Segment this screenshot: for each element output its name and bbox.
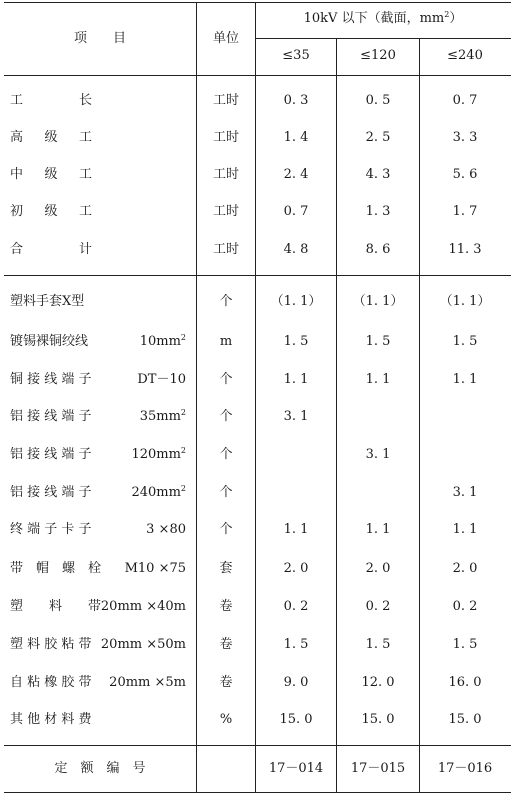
material-row-spec: 20mm ×50m bbox=[100, 637, 186, 652]
labor-row-unit: 工时 bbox=[212, 204, 240, 219]
material-row-spec: $35mm^2$ bbox=[139, 408, 186, 424]
labor-row-value: 0. 7 bbox=[283, 204, 309, 219]
header-unit-label: 单位 bbox=[212, 31, 240, 46]
header-bottom-rule bbox=[4, 75, 511, 76]
labor-row-unit: 工时 bbox=[212, 167, 240, 182]
material-row-value: 1. 5 bbox=[283, 637, 309, 652]
labor-row-value: 4. 8 bbox=[283, 242, 309, 257]
material-row-value: 2. 0 bbox=[365, 561, 391, 576]
labor-row-name: 合 计 bbox=[10, 242, 92, 257]
material-row-value: 2. 0 bbox=[452, 561, 478, 576]
material-row-value: 15. 0 bbox=[361, 712, 395, 727]
material-row-spec: DT－10 bbox=[137, 372, 186, 387]
material-row-spec-sup: 2 bbox=[180, 408, 186, 417]
labor-row-value: 8. 6 bbox=[365, 242, 391, 257]
col-rule-1 bbox=[196, 2, 197, 792]
material-row-value: 3. 1 bbox=[283, 409, 309, 424]
material-row-value: 1. 5 bbox=[365, 637, 391, 652]
material-row-unit: 卷 bbox=[219, 599, 233, 614]
material-row-name: 铝 接 线 端 子 bbox=[10, 409, 92, 424]
material-row-value: 1. 5 bbox=[283, 334, 309, 349]
material-row-name: 铜 接 线 端 子 bbox=[10, 372, 92, 387]
material-row-spec-sup: 2 bbox=[180, 333, 186, 342]
labor-row-value: 5. 6 bbox=[452, 167, 478, 182]
labor-row-name: 高 级 工 bbox=[10, 130, 92, 145]
material-row-unit: 个 bbox=[219, 522, 233, 537]
material-row-name: 塑 料 胶 粘 带 bbox=[10, 637, 92, 652]
footer-code: 17－015 bbox=[350, 761, 406, 776]
material-row-unit: 个 bbox=[219, 409, 233, 424]
material-row-name: 自 粘 橡 胶 带 bbox=[10, 675, 92, 690]
material-row-spec-sup: 2 bbox=[180, 446, 186, 455]
labor-row-value: 0. 5 bbox=[365, 93, 391, 108]
material-row-value: 16. 0 bbox=[448, 675, 482, 690]
material-row-name: 铝 接 线 端 子 bbox=[10, 447, 92, 462]
labor-row-name: 工 长 bbox=[10, 93, 92, 108]
material-row-value: 1. 1 bbox=[452, 522, 478, 537]
labor-row-value: 1. 7 bbox=[452, 204, 478, 219]
header-col-2: ≤120 bbox=[360, 48, 396, 63]
material-row-value: 1. 5 bbox=[452, 334, 478, 349]
material-row-spec: $10mm^2$ bbox=[139, 333, 186, 349]
material-row-name: 塑料手套X型 bbox=[10, 294, 85, 309]
material-row-value: 1. 5 bbox=[452, 637, 478, 652]
material-row-unit: 卷 bbox=[219, 637, 233, 652]
header-group-rule bbox=[255, 38, 511, 39]
material-row-name: 终 端 子 卡 子 bbox=[10, 522, 92, 537]
material-row-spec-sup: 2 bbox=[180, 484, 186, 493]
material-row-name: 其 他 材 料 费 bbox=[10, 712, 92, 727]
material-row-spec: M10 ×75 bbox=[124, 561, 186, 576]
material-row-value: 3. 1 bbox=[452, 485, 478, 500]
material-row-spec: 3 ×80 bbox=[146, 522, 186, 537]
material-row-name: 铝 接 线 端 子 bbox=[10, 485, 92, 500]
material-row-value: 0. 2 bbox=[283, 599, 309, 614]
material-row-spec: 20mm ×5m bbox=[109, 675, 186, 690]
col-rule-4 bbox=[419, 38, 420, 792]
material-row-value: 15. 0 bbox=[279, 712, 313, 727]
labor-row-name: 中 级 工 bbox=[10, 167, 92, 182]
material-row-value: （1. 1） bbox=[352, 294, 404, 309]
bottom-rule bbox=[4, 792, 511, 793]
labor-row-value: 1. 4 bbox=[283, 130, 309, 145]
material-row-value: 0. 2 bbox=[452, 599, 478, 614]
labor-row-unit: 工时 bbox=[212, 130, 240, 145]
labor-row-value: 2. 4 bbox=[283, 167, 309, 182]
labor-row-unit: 工时 bbox=[212, 93, 240, 108]
material-row-unit: 个 bbox=[219, 372, 233, 387]
material-row-spec: $120mm^2$ bbox=[131, 446, 186, 462]
material-row-value: 1. 1 bbox=[365, 372, 391, 387]
material-row-unit: 卷 bbox=[219, 675, 233, 690]
material-row-value: 9. 0 bbox=[283, 675, 309, 690]
header-group-label: 10kV 以下（截面，$mm^2$） bbox=[303, 10, 463, 26]
material-row-name: 带 帽 螺 栓 bbox=[10, 561, 102, 576]
materials-bottom-rule bbox=[4, 745, 511, 746]
material-row-spec: 20mm ×40m bbox=[100, 599, 186, 614]
material-row-unit: 个 bbox=[219, 294, 233, 309]
labor-row-value: 3. 3 bbox=[452, 130, 478, 145]
header-col-1: ≤35 bbox=[282, 48, 310, 63]
labor-row-value: 2. 5 bbox=[365, 130, 391, 145]
labor-row-value: 4. 3 bbox=[365, 167, 391, 182]
footer-label: 定 额 编 号 bbox=[54, 761, 146, 776]
material-row-value: 15. 0 bbox=[448, 712, 482, 727]
labor-row-value: 0. 7 bbox=[452, 93, 478, 108]
material-row-value: （1. 1） bbox=[439, 294, 491, 309]
material-row-unit: 个 bbox=[219, 485, 233, 500]
labor-row-value: 0. 3 bbox=[283, 93, 309, 108]
material-row-value: 12. 0 bbox=[361, 675, 395, 690]
material-row-name: 镀锡裸铜绞线 bbox=[10, 334, 89, 349]
material-row-value: 1. 1 bbox=[283, 522, 309, 537]
material-row-value: 1. 1 bbox=[452, 372, 478, 387]
labor-row-name: 初 级 工 bbox=[10, 204, 92, 219]
labor-row-unit: 工时 bbox=[212, 242, 240, 257]
col-rule-3 bbox=[336, 38, 337, 792]
top-rule bbox=[4, 2, 511, 3]
material-row-value: 1. 1 bbox=[365, 522, 391, 537]
material-row-value: 1. 1 bbox=[283, 372, 309, 387]
header-col-3: ≤240 bbox=[447, 48, 483, 63]
header-group-sup: 2 bbox=[444, 10, 450, 19]
footer-code: 17－014 bbox=[268, 761, 324, 776]
material-row-unit: m bbox=[219, 334, 233, 349]
material-row-unit: 个 bbox=[219, 447, 233, 462]
col-rule-2 bbox=[255, 2, 256, 792]
material-row-value: （1. 1） bbox=[270, 294, 322, 309]
footer-code: 17－016 bbox=[437, 761, 493, 776]
material-row-name: 塑 料 带 bbox=[10, 599, 102, 614]
material-row-value: 2. 0 bbox=[283, 561, 309, 576]
material-row-unit: 套 bbox=[219, 561, 233, 576]
material-row-value: 3. 1 bbox=[365, 447, 391, 462]
material-row-spec: $240mm^2$ bbox=[131, 484, 186, 500]
material-row-value: 1. 5 bbox=[365, 334, 391, 349]
material-row-unit: % bbox=[219, 712, 233, 727]
labor-bottom-rule bbox=[4, 275, 511, 276]
labor-row-value: 1. 3 bbox=[365, 204, 391, 219]
material-row-value: 0. 2 bbox=[365, 599, 391, 614]
labor-row-value: 11. 3 bbox=[448, 242, 482, 257]
header-item-label: 项 目 bbox=[73, 31, 127, 46]
